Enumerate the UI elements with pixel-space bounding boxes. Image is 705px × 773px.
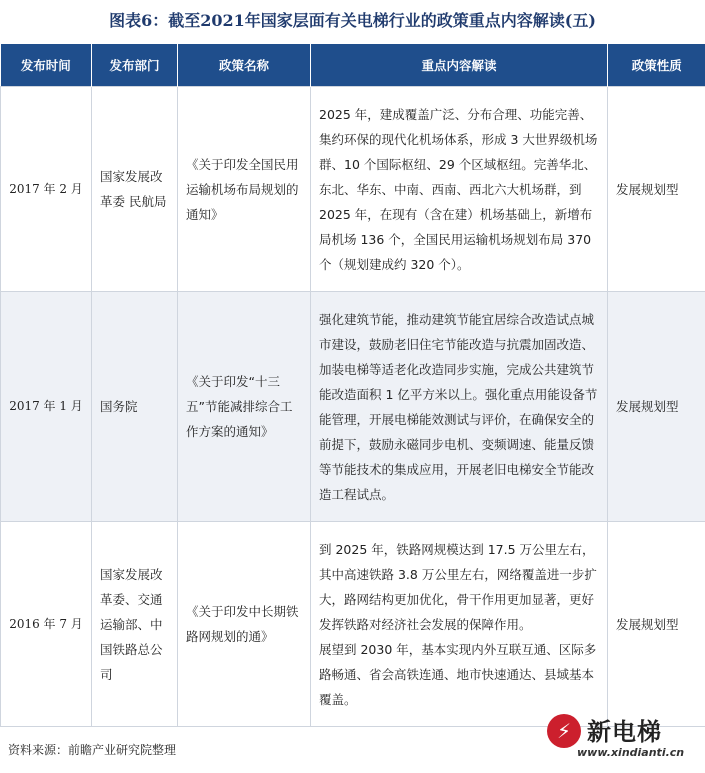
policy-table [0,44,705,727]
cell-date: 2016 年 7 月 [1,522,92,727]
cell-type: 发展规划型 [608,87,705,292]
cell-content [311,522,608,727]
content-paragraph: 强化建筑节能，推动建筑节能宜居综合改造试点城市建设，鼓励老旧住宅节能改造与抗震加固改造、加装电梯等适老化改造同步实施，完成公共建筑节能改造面积 1 亿平方米以上。强化重点用能设备节能管理，开展电梯能效测试与评价，在确保安全的前提下，鼓励永磁同步电机、变频调速、能量反馈等节能技术的集成应用，开展老旧电梯安全节能改造工程试点。 [319,311,598,502]
cell-type: 发展规划型 [608,292,705,522]
cell-content [311,292,608,522]
content-paragraph: 2025 年，建成覆盖广泛、分布合理、功能完善、集约环保的现代化机场体系，形成 3 大世界级机场群、10 个国际枢纽、29 个区域枢纽。完善华北、东北、华东、中南、西南、西北六大机场群，到 2025 年，在现有（含在建）机场基础上，新增布局机场 136 个，全国民用运输机场规划布局 370 个（规划建成约 320 个）。 [319,106,598,272]
content-paragraph: 展望到 2030 年，基本实现内外互联互通、区际多路畅通、省会高铁连通、地市快速通达、县域基本覆盖。 [319,641,597,707]
logo-url: www.xindianti.cn [577,746,685,759]
cell-dept: 国家发展改革委 民航局 [92,87,178,292]
cell-policy-name: 《关于印发全国民用运输机场布局规划的通知》 [178,87,311,292]
cell-type: 发展规划型 [608,522,705,727]
column-header-date: 发布时间 [1,44,92,87]
cell-date: 2017 年 1 月 [1,292,92,522]
cell-policy-name: 《关于印发中长期铁路网规划的通》 [178,522,311,727]
cell-dept: 国务院 [92,292,178,522]
page-title: 图表6：截至2021年国家层面有关电梯行业的政策重点内容解读(五) [109,11,596,30]
content-paragraph: 到 2025 年，铁路网规模达到 17.5 万公里左右，其中高速铁路 3.8 万公里左右，网络覆盖进一步扩大，路网结构更加优化，骨干作用更加显著，更好发挥铁路对经济社会发展的保障作用。 [319,541,597,632]
lightning-icon: ⚡ [547,714,581,748]
column-header-content: 重点内容解读 [311,44,608,87]
brand-logo [547,706,697,764]
table-row [1,87,705,292]
logo-name: 新电梯 [587,718,662,746]
table-row [1,292,705,522]
source-note: 资料来源：前瞻产业研究院整理 [8,743,177,757]
cell-date: 2017 年 2 月 [1,87,92,292]
table-row [1,522,705,727]
table-header-row [1,44,705,87]
column-header-name: 政策名称 [178,44,311,87]
cell-content [311,87,608,292]
cell-dept: 国家发展改革委、交通运输部、中国铁路总公司 [92,522,178,727]
cell-policy-name: 《关于印发“十三五”节能减排综合工作方案的通知》 [178,292,311,522]
column-header-dept: 发布部门 [92,44,178,87]
column-header-type: 政策性质 [608,44,705,87]
